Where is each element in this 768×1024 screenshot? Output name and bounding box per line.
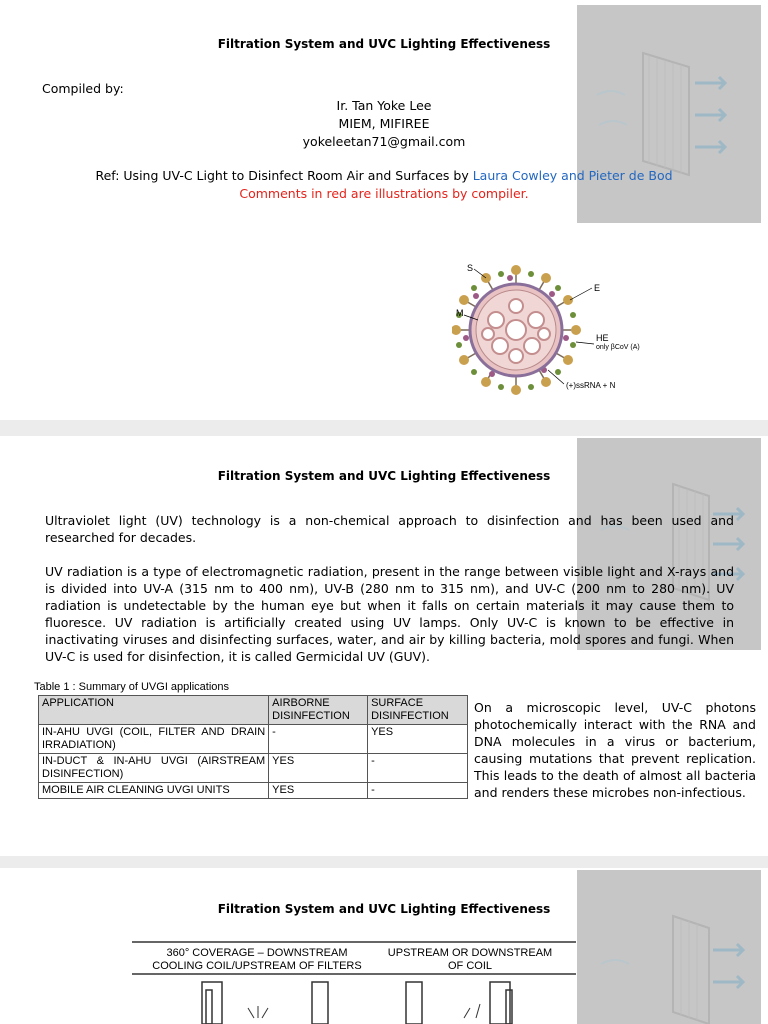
diagram-label-upstream: UPSTREAM OR DOWNSTREAM OF COIL xyxy=(387,947,553,972)
virus-label-m: M xyxy=(456,308,464,318)
uvgi-applications-table xyxy=(38,695,468,799)
compiled-by-label: Compiled by: xyxy=(42,81,124,96)
table-row xyxy=(39,783,468,799)
reference-prefix: Ref: Using UV-C Light to Disinfect Room Air and Surfaces by xyxy=(95,168,473,183)
page-title: Filtration System and UVC Lighting Effectiveness xyxy=(217,902,551,916)
table-header-cell: SURFACE DISINFECTION xyxy=(368,696,468,725)
table-caption: Table 1 : Summary of UVGI applications xyxy=(34,681,230,693)
virus-label-rna: (+)ssRNA + N xyxy=(566,381,616,390)
page-gap xyxy=(0,856,768,868)
decorative-filter-graphic xyxy=(577,870,761,1024)
virus-label-s: S xyxy=(467,263,474,273)
table-cell: - xyxy=(269,725,368,754)
author-name: Ir. Tan Yoke Lee xyxy=(336,98,432,113)
page-title: Filtration System and UVC Lighting Effectiveness xyxy=(217,469,551,483)
page-title: Filtration System and UVC Lighting Effectiveness xyxy=(217,37,551,51)
table-cell: YES xyxy=(269,783,368,799)
document-page-1 xyxy=(0,0,768,420)
table-cell: MOBILE AIR CLEANING UVGI UNITS xyxy=(39,783,269,799)
uvc-mechanism-paragraph: On a microscopic level, UV-C photons photochemically interact with the RNA and DNA molecules in a virus or bacterium, causing mutations that prevent replication. This leads to the death of almost all bacteria and renders these microbes non-infectious. xyxy=(474,700,756,800)
virus-label-only: only βCoV (A) xyxy=(596,344,640,351)
diagram-label-downstream: 360° COVERAGE – DOWNSTREAM COOLING COIL/UPSTREAM OF FILTERS xyxy=(152,947,362,972)
coronavirus-illustration xyxy=(452,258,652,398)
table-cell: IN-DUCT & IN-AHU UVGI (AIRSTREAM DISINFECTION) xyxy=(39,754,269,783)
reference-line xyxy=(0,168,768,183)
virus-label-he: HE xyxy=(596,333,609,343)
table-row xyxy=(39,754,468,783)
uv-radiation-paragraph: UV radiation is a type of electromagnetic radiation, present in the range between visible light and X-rays and is divided into UV-A (315 nm to 400 nm), UV-B (280 nm to 315 nm), and UV-C (200 nm to 280 nm). UV radiation is undetectable by the human eye but when it falls on certain materials it may cause them to fluoresce. UV radiation is artificially created using UV lamps. Only UV-C is known to be effective in inactivating viruses and disinfecting surfaces, water, and air by killing bacteria, mold spores and fungi. When UV-C is used for disinfection, it is called Germicidal UV (GUV). xyxy=(45,564,734,664)
reference-authors-link[interactable]: Laura Cowley and Pieter de Bod xyxy=(472,168,673,183)
author-credentials: MIEM, MIFIREE xyxy=(338,116,430,131)
table-cell: IN-AHU UVGI (COIL, FILTER AND DRAIN IRRADIATION) xyxy=(39,725,269,754)
table-cell: - xyxy=(368,754,468,783)
author-email: yokeleetan71@gmail.com xyxy=(302,134,466,149)
table-cell: - xyxy=(368,783,468,799)
page-gap xyxy=(0,420,768,436)
table-cell: YES xyxy=(269,754,368,783)
table-header-cell: APPLICATION xyxy=(39,696,269,725)
table-cell: YES xyxy=(368,725,468,754)
table-row xyxy=(39,725,468,754)
virus-label-e: E xyxy=(594,283,601,293)
table-header-cell: AIRBORNE DISINFECTION xyxy=(269,696,368,725)
table-header-row xyxy=(39,696,468,725)
comments-note: Comments in red are illustrations by compiler. xyxy=(239,186,529,201)
intro-paragraph: Ultraviolet light (UV) technology is a non-chemical approach to disinfection and has been used and researched for decades. xyxy=(45,513,734,545)
